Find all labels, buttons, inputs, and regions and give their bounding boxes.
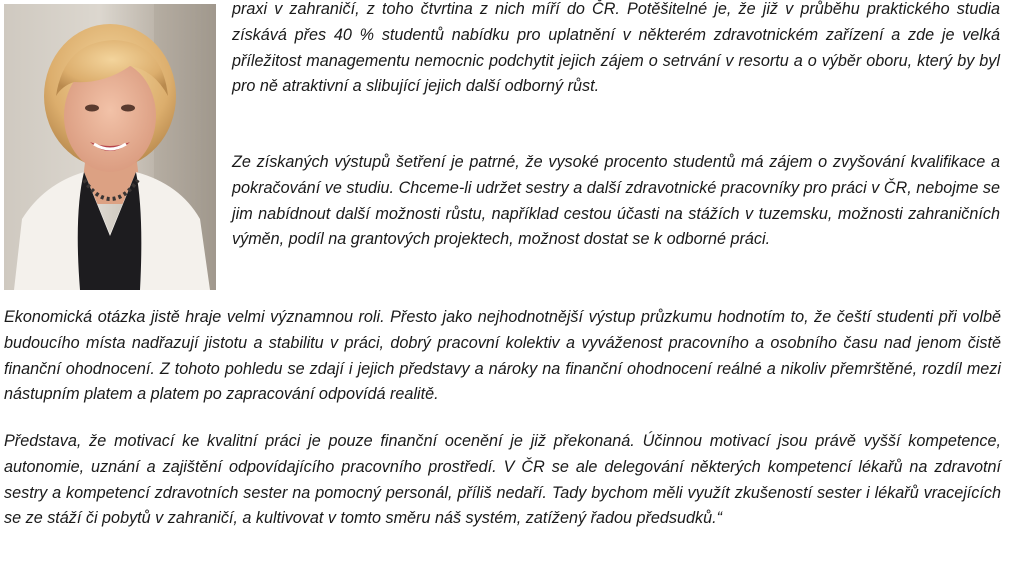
portrait-photo xyxy=(4,4,216,290)
paragraph-2: Ze získaných výstupů šetření je patrné, že vysoké procento studentů má zájem o zvyšování kvalifikace a pokračování ve studiu. Chceme-li udržet sestry a další zdravotnické pracovníky pro práci v ČR, nebojme se jim nabídnout další možnosti růstu, například cestou účasti na stážích v tuzemsku, možnosti zahraničních výměn, podíl na grantových projektech, možnost dostat se k odborné práci. xyxy=(232,153,1000,249)
paragraph-3: Ekonomická otázka jistě hraje velmi významnou roli. Přesto jako nejhodnotnější výstup průzkumu hodnotím to, že čeští studenti při volbě budoucího místa nadřazují jistotu a stabilitu v práci, dobrý pracovní kolektiv a vyváženost pracovního a osobního času nad jenom čistě finanční ohodnocení. Z tohoto pohledu se zdají i jejich představy a nároky na finanční ohodnocení reálné a nikoliv přemrštěné, rozdíl mezi nástupním platem a platem po zapracování odpovídá realitě. xyxy=(4,308,1001,404)
paragraph-1: praxi v zahraničí, z toho čtvrtina z nich míří do ČR. Potěšitelné je, že již v průběhu praktického studia získává přes 40 % studentů nabídku pro uplatnění v některém zdravotnickém zařízení a zde je velká příležitost managementu nemocnic podchytit jejich zájem o setrvání v resortu a o výběr oboru, který by byl pro ně atraktivní a slibující jejich další odborný růst. xyxy=(232,0,1000,96)
portrait-illustration xyxy=(4,4,216,290)
paragraph-4: Představa, že motivací ke kvalitní práci je pouze finanční ocenění je již překonaná. Účinnou motivací jsou právě vyšší kompetence, autonomie, uznání a zajištění odpovídajícího pracovního prostředí. V ČR se ale delegování některých kompetencí lékařů na zdravotní sestry a kompetencí zdravotních sester na pomocný personál, příliš nedaří. Tady bychom měli využít zkušeností sester i lékařů vracejících se ze stáží či pobytů v zahraničí, a kultivovat v tomto směru náš systém, zatížený řadou předsudků.“ xyxy=(4,432,1001,528)
